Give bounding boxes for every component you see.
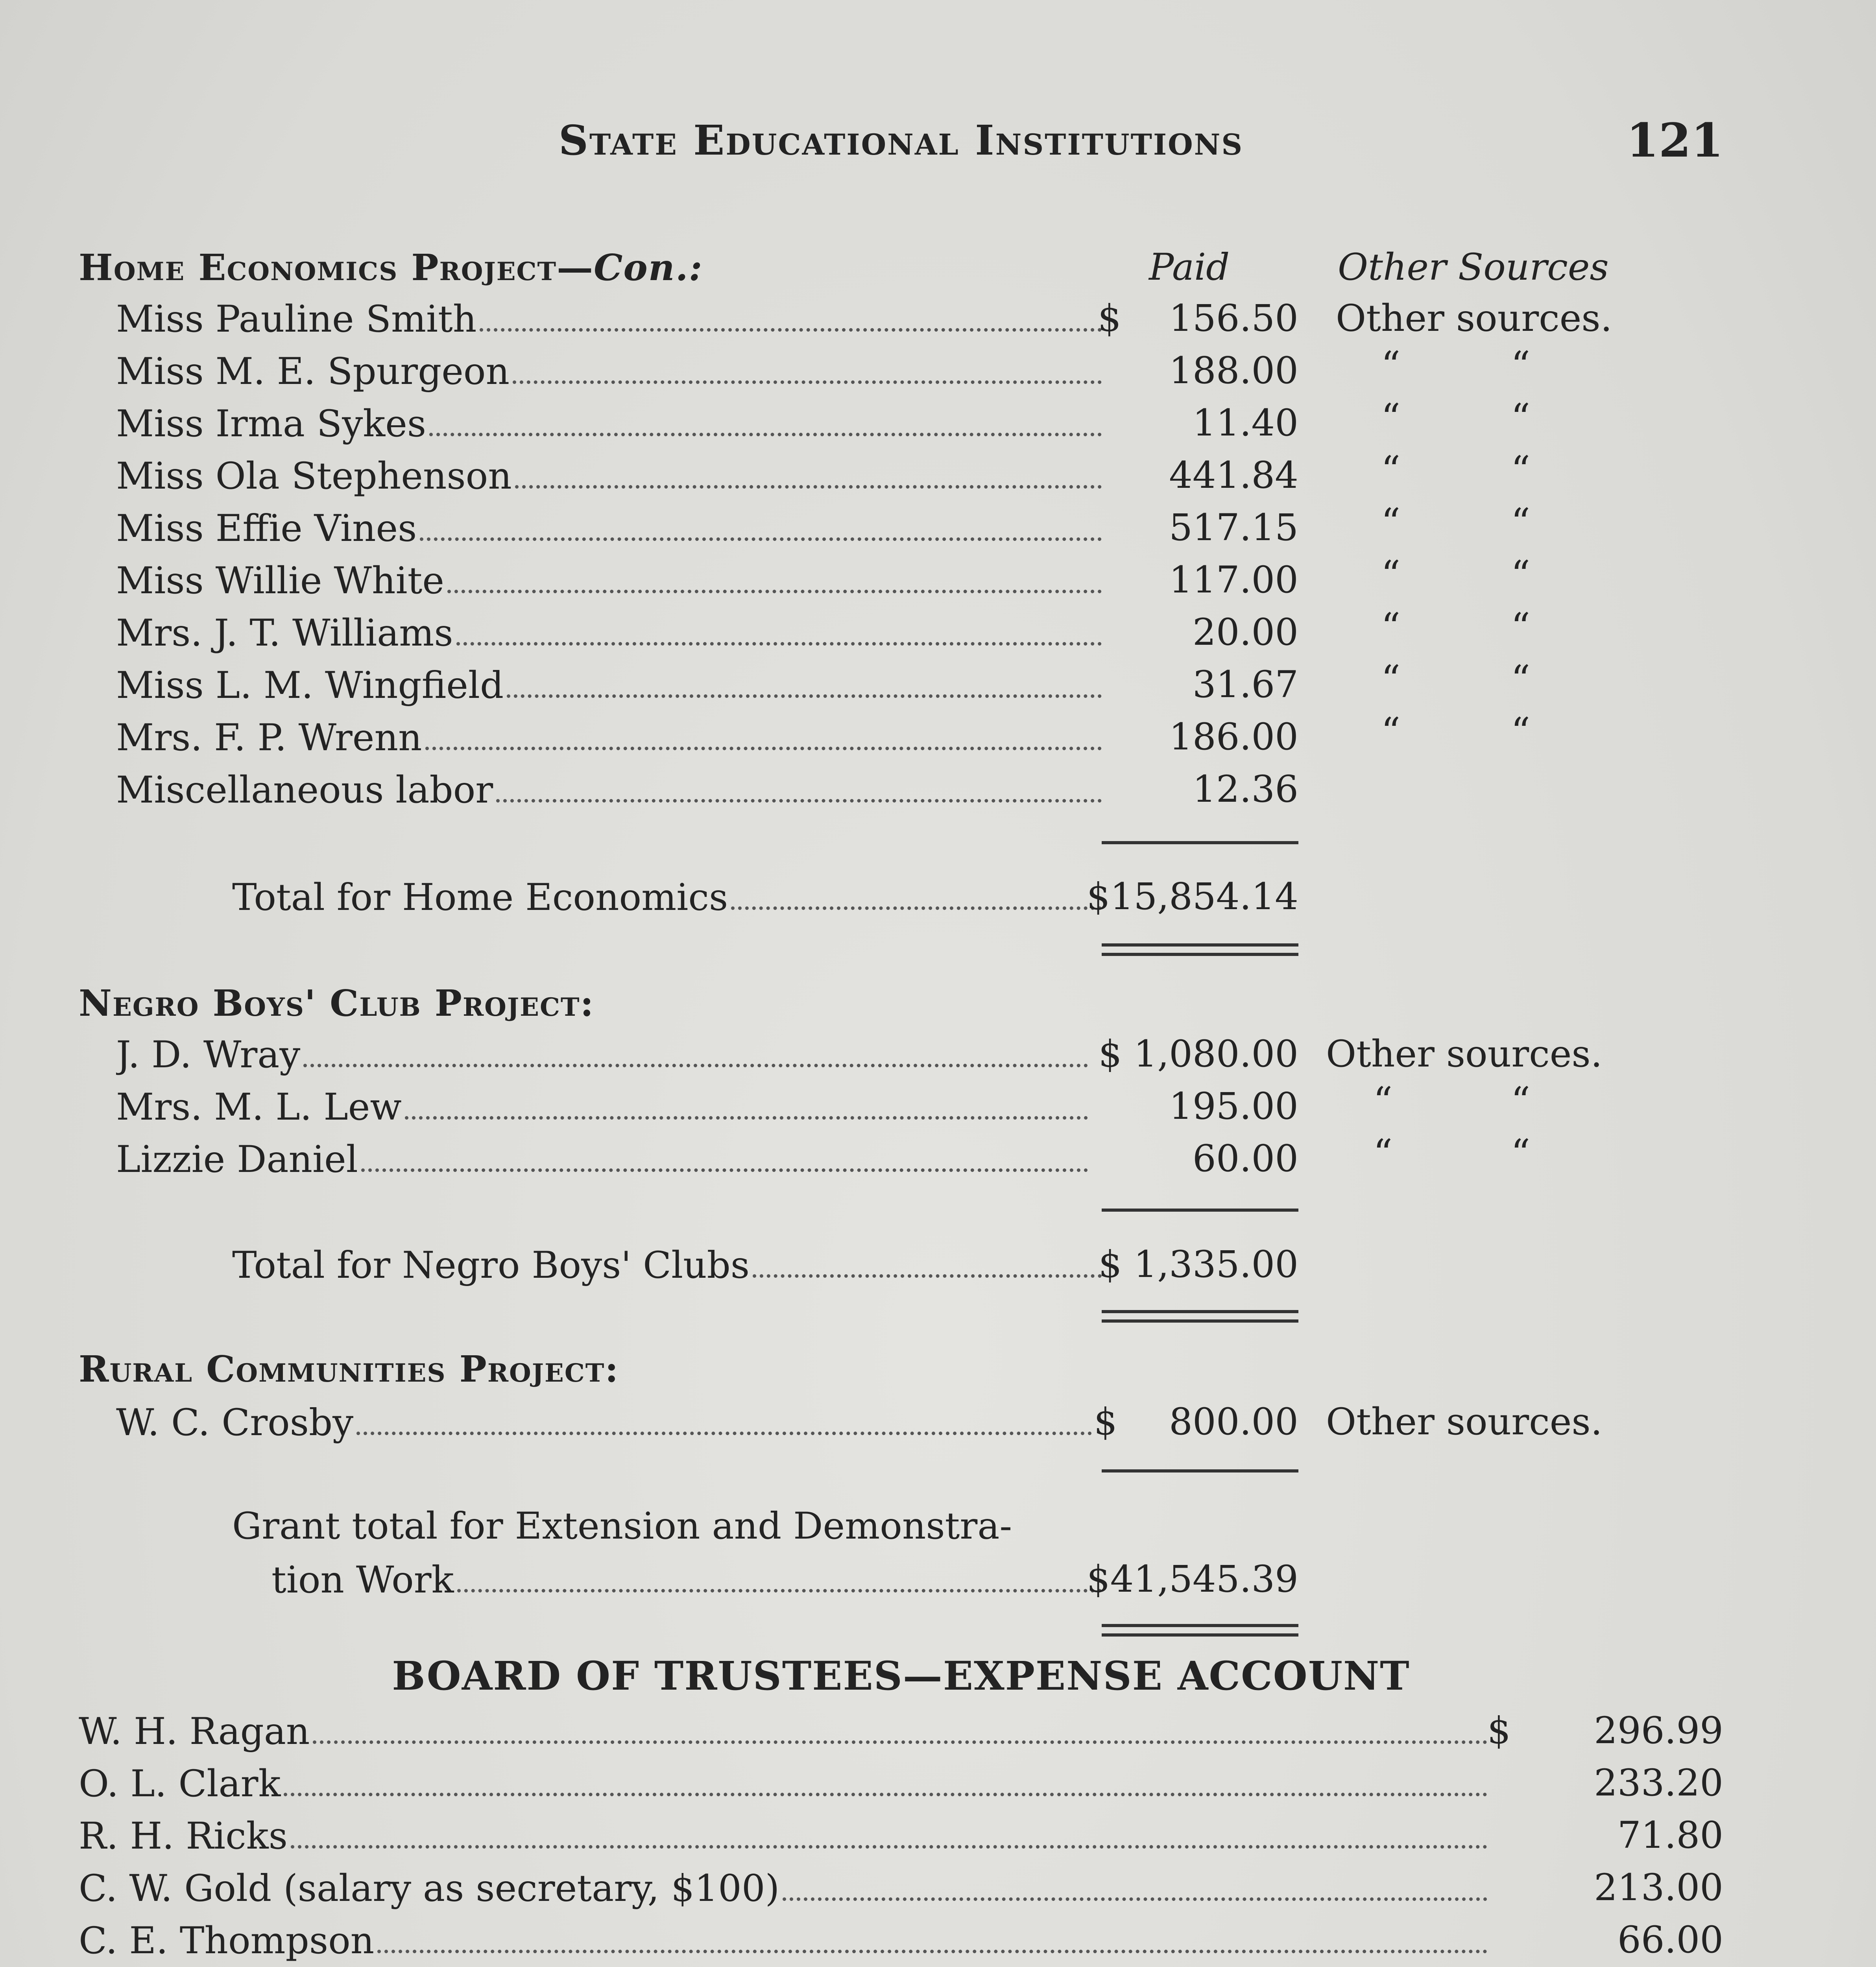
ditto-mark: “	[1381, 605, 1401, 649]
home-economics-heading: Home Economics Project—Con.:	[79, 246, 703, 289]
entry-name: W. H. Ragan	[79, 1710, 310, 1753]
home-economics-row	[0, 295, 1876, 342]
home-economics-row	[0, 500, 1876, 552]
ditto-mark: “	[1511, 1079, 1531, 1123]
board-expense-row	[0, 1760, 1876, 1807]
home-economics-row	[0, 448, 1876, 499]
home-economics-row	[0, 657, 1876, 709]
entry-amount: 60.00	[1192, 1137, 1298, 1180]
entry-amount: 233.20	[1594, 1762, 1723, 1805]
ditto-mark: “	[1511, 343, 1531, 387]
home-economics-row	[0, 710, 1876, 761]
ditto-mark: “	[1373, 1079, 1393, 1123]
home-economics-row	[0, 396, 1876, 447]
entry-source: Other sources.	[1336, 297, 1612, 340]
negro-boys-club-row	[0, 1031, 1876, 1078]
negro-boys-club-row	[0, 1079, 1876, 1130]
ditto-mark: “	[1511, 500, 1531, 544]
entry-name: Mrs. M. L. Lew	[116, 1086, 402, 1129]
grand-total-row	[0, 1556, 1876, 1603]
column-header-other-sources: Other Sources	[1338, 246, 1609, 289]
board-expense-row	[0, 1812, 1876, 1859]
entry-name: Miss L. M. Wingfield	[116, 664, 504, 707]
entry-amount: 11.40	[1192, 402, 1298, 445]
entry-amount: 186.00	[1169, 716, 1298, 758]
home-economics-row	[0, 343, 1876, 395]
home-economics-row	[0, 553, 1876, 604]
entry-amount: 195.00	[1169, 1085, 1298, 1128]
entry-amount: 296.99	[1594, 1709, 1723, 1752]
entry-name: Miss Effie Vines	[116, 507, 417, 550]
total-label: Total for Negro Boys' Clubs	[232, 1244, 750, 1287]
ditto-mark: “	[1381, 343, 1401, 387]
ditto-mark: “	[1381, 500, 1401, 544]
grand-total-label-line-2: tion Work	[271, 1559, 454, 1602]
ditto-mark: “	[1381, 657, 1401, 701]
board-expense-row	[0, 1917, 1876, 1964]
entry-name: Miss Pauline Smith	[116, 298, 477, 341]
home-economics-row	[0, 605, 1876, 656]
total-double-rule-top	[1102, 1310, 1298, 1313]
ditto-mark: “	[1381, 448, 1401, 492]
page-header	[79, 113, 1723, 168]
home-economics-row	[0, 766, 1876, 813]
entry-amount: 71.80	[1617, 1814, 1723, 1857]
ditto-mark: “	[1511, 605, 1531, 649]
grand-total-double-rule-bottom	[1102, 1633, 1298, 1637]
ditto-mark: “	[1511, 396, 1531, 440]
entry-name: Miss Irma Sykes	[116, 402, 427, 445]
subtotal-rule	[1102, 1469, 1298, 1472]
ditto-mark: “	[1373, 1131, 1393, 1175]
total-label: Total for Home Economics	[232, 876, 728, 919]
subtotal-rule	[1102, 841, 1298, 844]
entry-amount: 517.15	[1169, 506, 1298, 549]
entry-name: Miss Willie White	[116, 559, 445, 602]
total-amount: $15,854.14	[1086, 875, 1298, 918]
ditto-mark: “	[1381, 396, 1401, 440]
entry-source: Other sources.	[1326, 1033, 1603, 1076]
entry-amount: 66.00	[1617, 1919, 1723, 1961]
rural-communities-row	[0, 1399, 1876, 1446]
ditto-mark: “	[1381, 553, 1401, 597]
entry-name: Miscellaneous labor	[116, 769, 493, 812]
dollar-sign: $	[1487, 1709, 1511, 1752]
entry-name: Miss M. E. Spurgeon	[116, 350, 510, 393]
entry-name: O. L. Clark	[79, 1762, 281, 1805]
page-number: 121	[1626, 113, 1723, 168]
board-of-trustees-title: BOARD OF TRUSTEES—EXPENSE ACCOUNT	[392, 1653, 1410, 1699]
entry-name: R. H. Ricks	[79, 1815, 288, 1858]
total-double-rule-top	[1102, 943, 1298, 947]
entry-name: Mrs. F. P. Wrenn	[116, 716, 422, 759]
negro-boys-club-heading: Negro Boys' Club Project:	[79, 982, 595, 1024]
entry-amount: 12.36	[1192, 768, 1298, 811]
entry-name: C. E. Thompson	[79, 1919, 375, 1962]
entry-amount: 213.00	[1594, 1866, 1723, 1909]
negro-boys-club-row	[0, 1131, 1876, 1183]
entry-amount: 20.00	[1192, 611, 1298, 654]
running-title: State Educational Institutions	[558, 116, 1244, 164]
entry-source: Other sources.	[1326, 1401, 1603, 1443]
ditto-mark: “	[1381, 710, 1401, 754]
subtotal-rule	[1102, 1209, 1298, 1212]
entry-name: W. C. Crosby	[116, 1401, 354, 1444]
ditto-mark: “	[1511, 710, 1531, 754]
board-expense-row	[0, 1864, 1876, 1912]
entry-amount: 188.00	[1169, 349, 1298, 392]
entry-name: Miss Ola Stephenson	[116, 455, 512, 498]
grand-total-label-line-1: Grant total for Extension and Demonstra-	[232, 1505, 1012, 1548]
entry-amount: 441.84	[1169, 454, 1298, 497]
entry-amount: $ 1,080.00	[1098, 1033, 1298, 1076]
entry-amount: 117.00	[1169, 559, 1298, 602]
entry-name: J. D. Wray	[116, 1033, 301, 1076]
total-double-rule-bottom	[1102, 953, 1298, 956]
column-header-paid: Paid	[1149, 246, 1230, 289]
entry-name: Mrs. J. T. Williams	[116, 612, 453, 655]
board-expense-row	[0, 1707, 1876, 1755]
grand-total-amount: $41,545.39	[1086, 1558, 1298, 1601]
entry-name: Lizzie Daniel	[116, 1138, 358, 1181]
ditto-mark: “	[1511, 448, 1531, 492]
home-economics-total-row	[0, 873, 1876, 921]
total-amount: $ 1,335.00	[1098, 1243, 1298, 1286]
negro-boys-total-row	[0, 1241, 1876, 1288]
entry-amount: 156.50	[1169, 297, 1298, 340]
ditto-mark: “	[1511, 657, 1531, 701]
rural-communities-heading: Rural Communities Project:	[79, 1348, 619, 1390]
grand-total-double-rule-top	[1102, 1624, 1298, 1627]
dollar-sign: $	[1094, 1401, 1117, 1443]
ditto-mark: “	[1511, 1131, 1531, 1175]
entry-amount: 800.00	[1169, 1401, 1298, 1443]
entry-name: C. W. Gold (salary as secretary, $100)	[79, 1867, 780, 1910]
dollar-sign: $	[1098, 297, 1121, 340]
ditto-mark: “	[1511, 553, 1531, 597]
entry-amount: 31.67	[1192, 663, 1298, 706]
total-double-rule-bottom	[1102, 1319, 1298, 1323]
